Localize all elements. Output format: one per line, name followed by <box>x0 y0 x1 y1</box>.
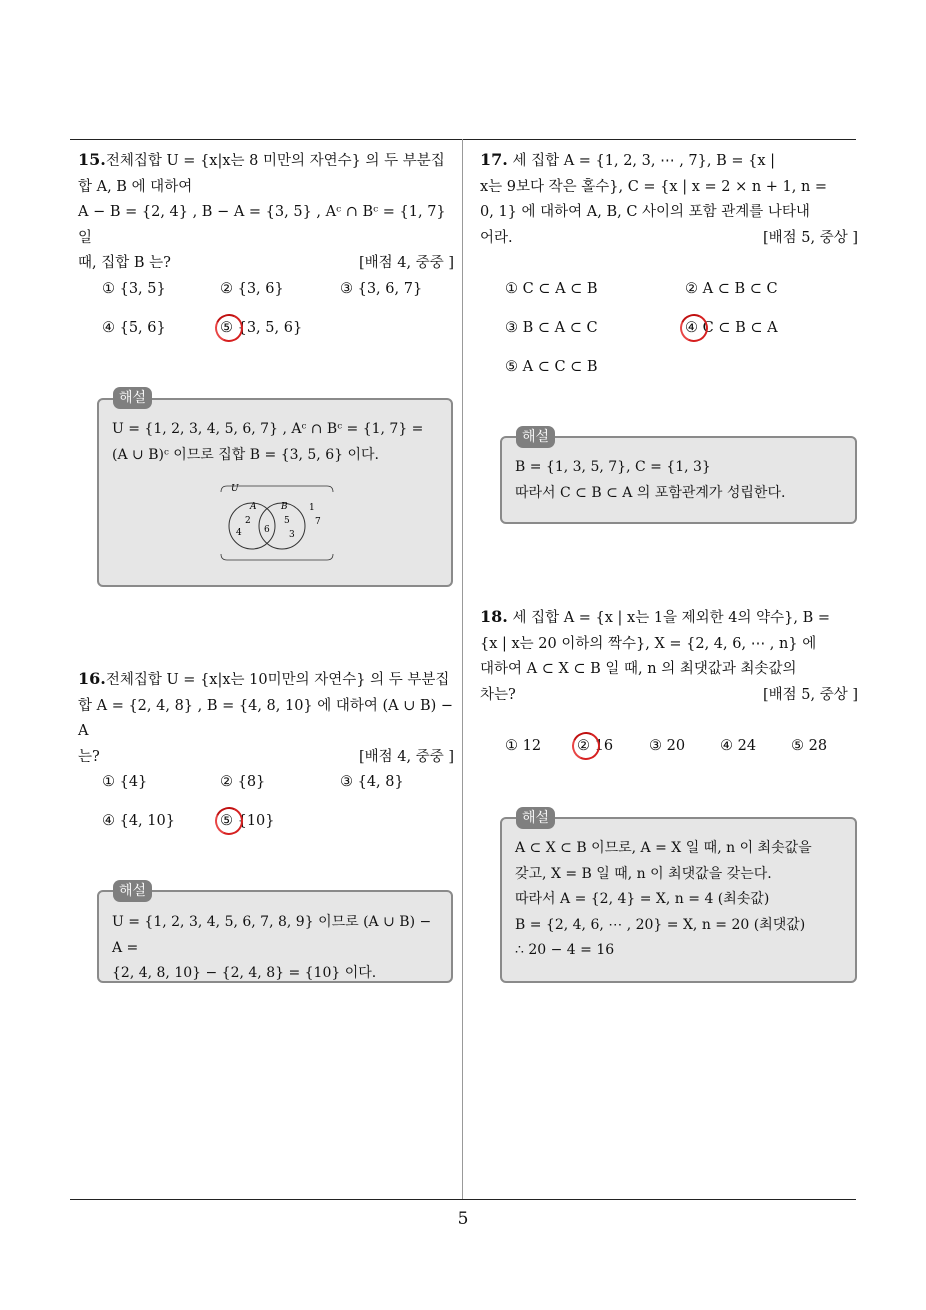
option-5[interactable]: ⑤ 28 <box>791 738 828 754</box>
venn-number: 2 <box>245 516 251 526</box>
score: [배점 4, 중중 ] <box>358 255 454 271</box>
option-2[interactable]: ② 16 <box>577 738 614 754</box>
solution-tag: 해설 <box>516 426 555 448</box>
option-1[interactable]: ① 12 <box>505 738 542 754</box>
top-rule <box>70 139 856 140</box>
question-number: 17. <box>480 150 508 169</box>
question-17 <box>480 147 858 251</box>
option-4[interactable]: ④ 24 <box>720 738 757 754</box>
option-3[interactable]: ③ B ⊂ A ⊂ C <box>505 320 598 336</box>
option-4[interactable]: ④ {5, 6} <box>102 320 166 336</box>
solution-tag: 해설 <box>113 387 152 409</box>
answer-mark <box>676 310 712 346</box>
venn-number: 4 <box>236 528 242 538</box>
solution-tag: 해설 <box>113 880 152 902</box>
solution-box <box>500 436 857 524</box>
option-2[interactable]: ② {8} <box>220 774 266 790</box>
question-text: 전체집합 U = {x|x는 8 미만의 자연수} 의 두 부분집 합 A, B 에 대하여 A − B = {2, 4} , B − A = {3, 5} , Aᶜ ∩ Bᶜ = {1, 7} 일 때, 집합 B 는? <box>78 153 446 271</box>
venn-label-a: A <box>250 502 257 512</box>
score: [배점 4, 중중 ] <box>358 748 454 765</box>
question-16 <box>78 666 454 770</box>
answer-mark <box>211 310 247 346</box>
solution-box <box>500 817 857 983</box>
solution-text: B = {1, 3, 5, 7}, C = {1, 3} 따라서 C ⊂ B ⊂ A 의 포함관계가 성립한다. <box>515 459 786 501</box>
venn-number: 5 <box>284 516 290 526</box>
solution-box <box>97 398 453 587</box>
option-5[interactable]: ⑤ A ⊂ C ⊂ B <box>505 359 598 375</box>
solution-text: U = {1, 2, 3, 4, 5, 6, 7, 8, 9} 이므로 (A ∪ B) − A = {2, 4, 8, 10} − {2, 4, 8} = {10} 이다. <box>112 914 432 981</box>
venn-number: 7 <box>315 517 321 527</box>
option-1[interactable]: ① {3, 5} <box>102 281 166 297</box>
question-number: 18. <box>480 607 508 626</box>
option-5[interactable]: ⑤ {10} <box>220 813 275 829</box>
option-4[interactable]: ④ C ⊂ B ⊂ A <box>685 320 778 336</box>
solution-tag: 해설 <box>516 807 555 829</box>
answer-mark <box>211 803 247 839</box>
answer-mark <box>568 728 604 764</box>
venn-diagram <box>217 482 337 564</box>
option-2[interactable]: ② {3, 6} <box>220 281 284 297</box>
question-number: 16. <box>78 669 106 688</box>
venn-label-b: B <box>281 502 288 512</box>
page-number: 5 <box>457 1209 469 1229</box>
score: [배점 5, 중상 ] <box>762 229 858 246</box>
question-18 <box>480 604 858 708</box>
venn-number: 1 <box>309 503 315 513</box>
option-4[interactable]: ④ {4, 10} <box>102 813 175 829</box>
question-text: 전체집합 U = {x|x는 10미만의 자연수} 의 두 부분집 합 A = {2, 4, 8} , B = {4, 8, 10} 에 대하여 (A ∪ B) − A 는? <box>78 672 454 765</box>
venn-number: 6 <box>264 525 270 535</box>
option-5[interactable]: ⑤ {3, 5, 6} <box>220 320 303 336</box>
option-3[interactable]: ③ {3, 6, 7} <box>340 281 423 297</box>
column-divider <box>462 139 463 1200</box>
venn-universe-bottom <box>221 554 333 560</box>
question-text: 세 집합 A = {1, 2, 3, ⋯ , 7}, B = {x | x는 9보다 작은 홀수}, C = {x | x = 2 × n + 1, n = 0, 1} 에 대하여 A, B, C 사이의 포함 관계를 나타내 어라. <box>480 153 828 246</box>
solution-text: U = {1, 2, 3, 4, 5, 6, 7} , Aᶜ ∩ Bᶜ = {1, 7} = (A ∪ B)ᶜ 이므로 집합 B = {3, 5, 6} 이다. <box>112 421 424 463</box>
option-3[interactable]: ③ {4, 8} <box>340 774 404 790</box>
bottom-rule <box>70 1199 856 1200</box>
option-3[interactable]: ③ 20 <box>649 738 686 754</box>
question-text: 세 집합 A = {x | x는 1을 제외한 4의 약수}, B = {x | x는 20 이하의 짝수}, X = {2, 4, 6, ⋯ , n} 에 대하여 A ⊂ X ⊂ B 일 때, n 의 최댓값과 최솟값의 차는? <box>480 610 831 703</box>
option-1[interactable]: ① {4} <box>102 774 148 790</box>
option-1[interactable]: ① C ⊂ A ⊂ B <box>505 281 598 297</box>
solution-text: A ⊂ X ⊂ B 이므로, A = X 일 때, n 이 최솟값을 갖고, X = B 일 때, n 이 최댓값을 갖는다. 따라서 A = {2, 4} = X, n = 4 (최솟값) B = {2, 4, 6, ⋯ , 20} = X, n = 20 (최댓값) ∴ 20 − 4 = 16 <box>515 840 812 958</box>
question-number: 15. <box>78 150 106 169</box>
option-2[interactable]: ② A ⊂ B ⊂ C <box>685 281 778 297</box>
question-15 <box>78 147 454 277</box>
venn-label-u: U <box>231 484 239 494</box>
solution-box <box>97 890 453 983</box>
score: [배점 5, 중상 ] <box>762 686 858 703</box>
venn-number: 3 <box>289 530 295 540</box>
